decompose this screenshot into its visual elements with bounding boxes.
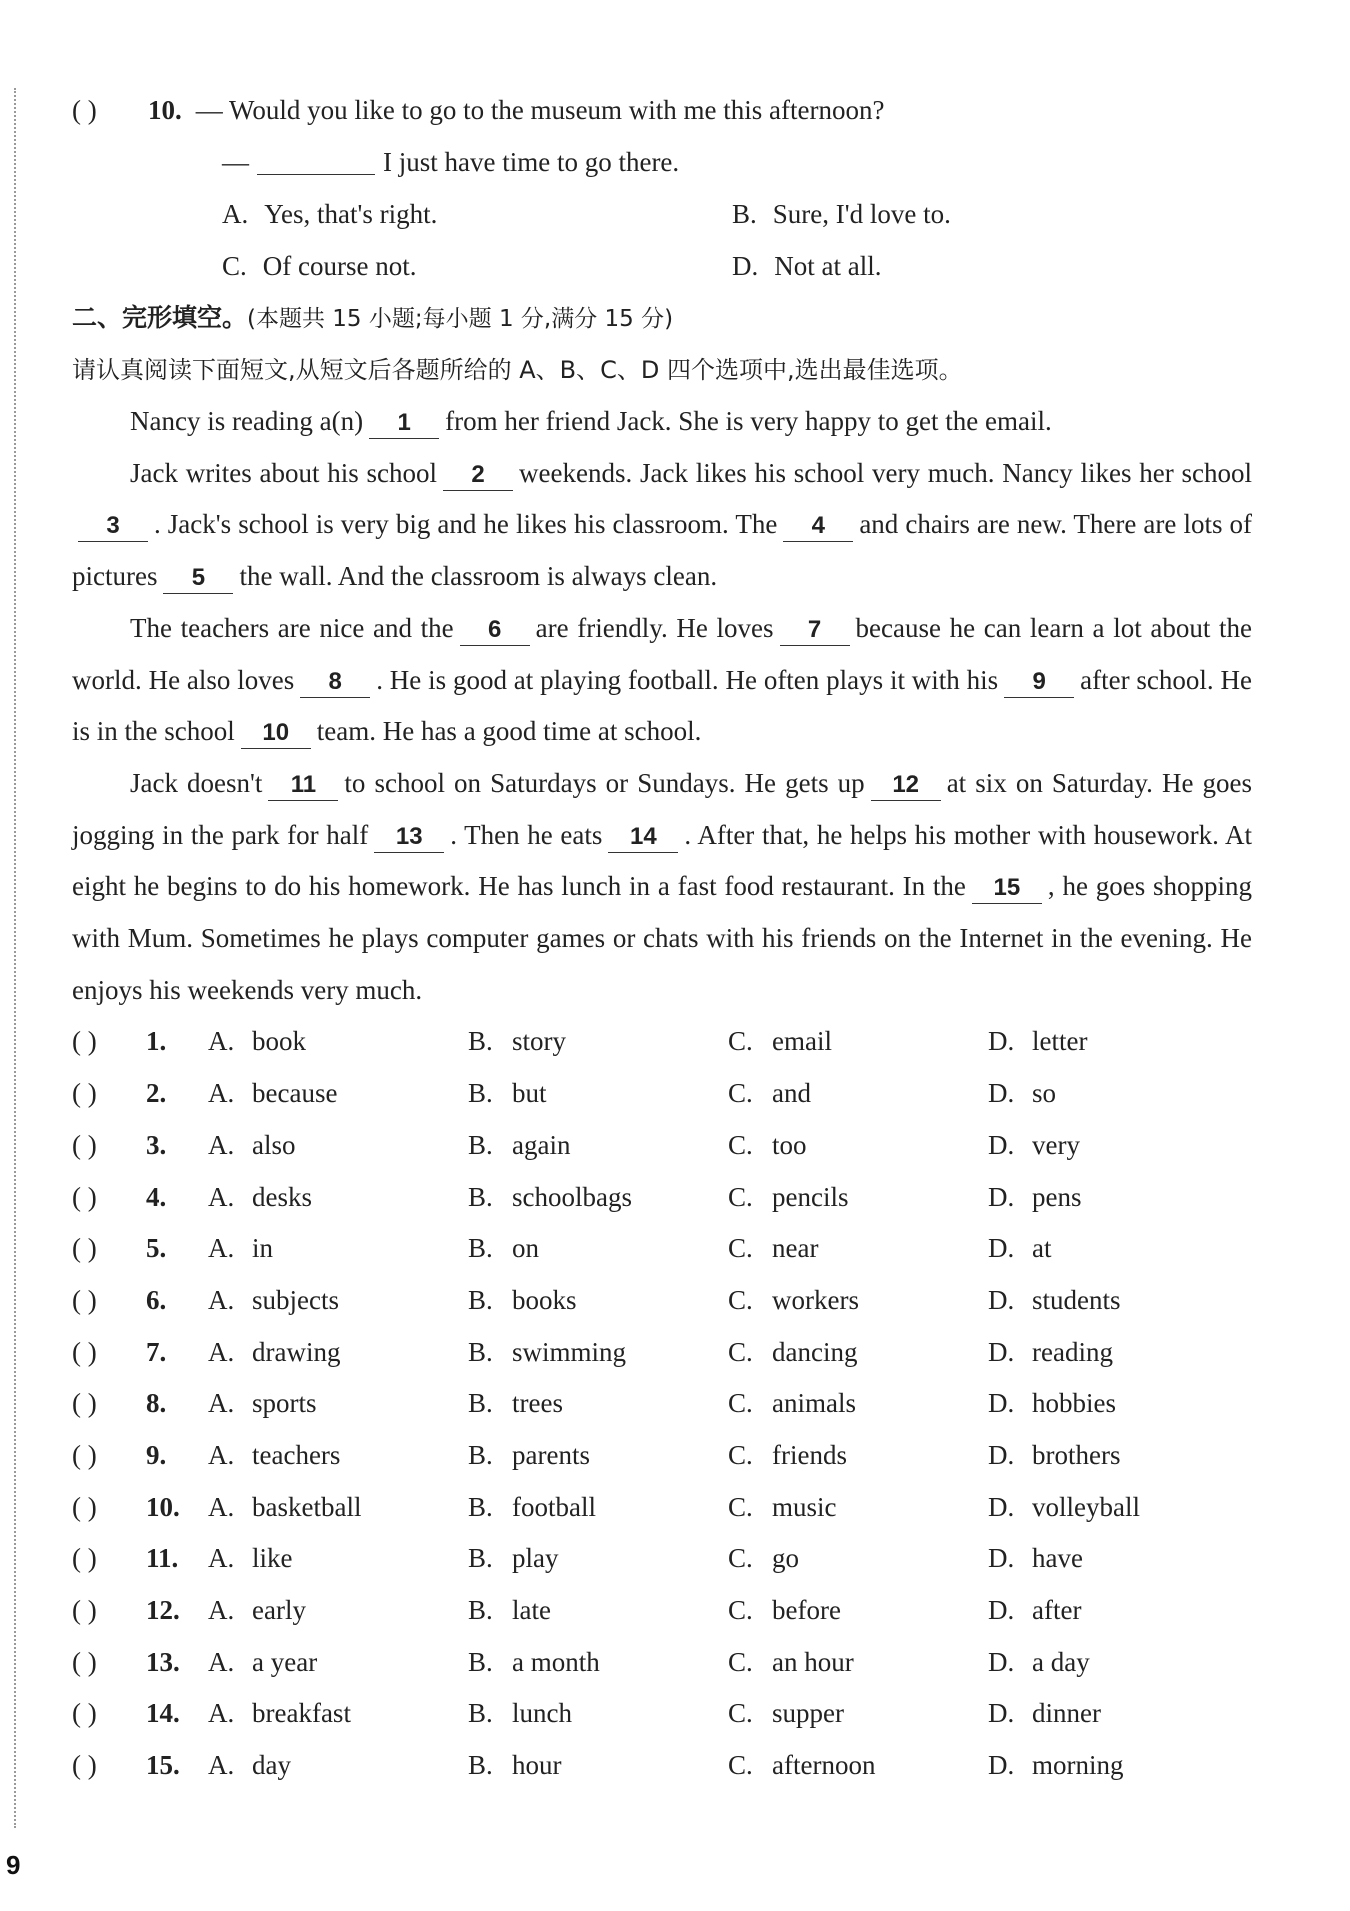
option-b[interactable]: B. swimming [468, 1336, 627, 1367]
option-a[interactable]: A. teachers [208, 1439, 341, 1470]
cloze-question-row [72, 1016, 1252, 1068]
option-d[interactable]: D. a day [988, 1646, 1090, 1677]
q10-option-d[interactable]: D. Not at all. [732, 251, 882, 281]
option-b[interactable]: B. parents [468, 1439, 590, 1470]
q10-option-b[interactable]: B. Sure, I'd love to. [732, 199, 951, 229]
answer-paren[interactable]: ( ) [72, 1750, 97, 1781]
response-text: I just have time to go there. [383, 147, 680, 177]
option-d[interactable]: D. have [988, 1543, 1083, 1574]
q10-options-row-2 [72, 240, 1252, 292]
answer-paren[interactable]: ( ) [72, 1181, 97, 1212]
option-b[interactable]: B. football [468, 1491, 596, 1522]
option-a[interactable]: A. sports [208, 1388, 317, 1419]
answer-paren[interactable]: ( ) [72, 1388, 97, 1419]
option-a[interactable]: A. like [208, 1543, 293, 1574]
option-a[interactable]: A. basketball [208, 1491, 362, 1522]
answer-paren[interactable]: ( ) [72, 1129, 97, 1160]
passage-paragraph-2: Jack writes about his school 2 weekends. Jack likes his school very much. Nancy likes her school3 . Jack's school is very big and he likes his classroom. The 4 and chairs are new. There are lots of pictures 5 the wall. And the classroom is always clean. [72, 448, 1252, 603]
cloze-blank-5[interactable]: 5 [163, 563, 233, 594]
option-b[interactable]: B. books [468, 1284, 577, 1315]
answer-paren[interactable]: ( ) [72, 1233, 97, 1264]
answer-paren[interactable]: ( ) [72, 1491, 97, 1522]
option-c[interactable]: C. go [728, 1543, 799, 1574]
cloze-blank-10[interactable]: 10 [241, 718, 311, 749]
cloze-blank-4[interactable]: 4 [783, 511, 853, 542]
option-d[interactable]: D. letter [988, 1026, 1088, 1057]
option-d[interactable]: D. so [988, 1078, 1057, 1109]
q10-option-a[interactable]: A. Yes, that's right. [222, 199, 438, 229]
option-a[interactable]: A. because [208, 1078, 338, 1109]
cloze-question-row [72, 1740, 1252, 1792]
option-c[interactable]: C. workers [728, 1284, 859, 1315]
cloze-blank-3[interactable]: 3 [78, 511, 148, 542]
option-a[interactable]: A. day [208, 1750, 291, 1781]
option-d[interactable]: D. after [988, 1595, 1082, 1625]
option-a[interactable]: A. a year [208, 1646, 318, 1677]
option-b[interactable]: B. trees [468, 1388, 563, 1419]
option-b[interactable]: B. story [468, 1026, 566, 1057]
option-c[interactable]: C. afternoon [728, 1750, 876, 1781]
q10-option-c[interactable]: C. Of course not. [222, 251, 417, 281]
q10-response [72, 136, 1252, 188]
answer-paren[interactable]: ( ) [72, 1284, 97, 1315]
answer-paren[interactable]: ( ) [72, 1336, 97, 1367]
option-b[interactable]: B. late [468, 1595, 551, 1625]
question-number: 15. [146, 1750, 180, 1781]
cloze-question-row [72, 1172, 1252, 1224]
option-c[interactable]: C. friends [728, 1439, 847, 1470]
answer-paren[interactable]: ( ) [72, 1543, 97, 1574]
option-b[interactable]: B. play [468, 1543, 559, 1574]
option-b[interactable]: B. lunch [468, 1698, 572, 1729]
answer-paren[interactable]: ( ) [72, 1646, 97, 1677]
question-number: 6. [146, 1284, 167, 1315]
answer-paren[interactable]: ( ) [72, 1595, 97, 1625]
passage-paragraph-3: The teachers are nice and the 6 are friendly. He loves 7 because he can learn a lot about the world. He also loves 8 . He is good at playing football. He often plays it with his 9 after school. He is in the school 10 team. He has a good time at school. [72, 603, 1252, 758]
cloze-blank-14[interactable]: 14 [608, 822, 678, 853]
answer-paren[interactable]: ( ) [72, 1698, 97, 1729]
cloze-question-row [72, 1275, 1252, 1327]
option-d[interactable]: D. at [988, 1233, 1052, 1264]
question-number: 5. [146, 1233, 167, 1264]
option-a[interactable]: A. breakfast [208, 1698, 351, 1729]
cloze-question-row [72, 1482, 1252, 1534]
cloze-blank-8[interactable]: 8 [300, 667, 370, 698]
option-d[interactable]: D. pens [988, 1181, 1082, 1212]
answer-paren[interactable]: ( ) [72, 1026, 97, 1057]
q10-options-row-1 [72, 188, 1252, 240]
answer-paren[interactable]: ( ) [72, 95, 97, 125]
option-c[interactable]: C. music [728, 1491, 837, 1522]
option-b[interactable]: B. again [468, 1129, 571, 1160]
option-a[interactable]: A. book [208, 1026, 306, 1057]
cloze-question-row [72, 1378, 1252, 1430]
section-instruction: 请认真阅读下面短文,从短文后各题所给的 A、B、C、D 四个选项中,选出最佳选项。 [72, 356, 963, 384]
cloze-question-row [72, 1533, 1252, 1585]
option-d[interactable]: D. reading [988, 1336, 1113, 1367]
option-a[interactable]: A. also [208, 1129, 296, 1160]
dash: — [222, 147, 249, 177]
question-number: 3. [146, 1129, 167, 1160]
option-c[interactable]: C. supper [728, 1698, 844, 1729]
question-text: — Would you like to go to the museum with me this afternoon? [195, 95, 885, 125]
option-c[interactable]: C. animals [728, 1388, 856, 1419]
passage-paragraph-4: Jack doesn't 11 to school on Saturdays or Sundays. He gets up 12 at six on Saturday. He goes jogging in the park for half 13 . Then he eats 14 . After that, he helps his mother with housework. At eight he begins to do his homework. He has lunch in a fast food restaurant. In the 15 , he goes shopping with Mum. Sometimes he plays computer games or chats with his friends on the Internet in the evening. He enjoys his weekends very much. [72, 767, 1253, 1005]
question-number: 1. [146, 1026, 167, 1057]
question-number: 9. [146, 1439, 167, 1470]
cloze-blank-6[interactable]: 6 [460, 615, 530, 646]
option-c[interactable]: C. too [728, 1129, 807, 1160]
cloze-blank-2[interactable]: 2 [443, 460, 513, 491]
option-d[interactable]: D. students [988, 1284, 1121, 1315]
cloze-question-row [72, 1068, 1252, 1120]
question-number: 10. [146, 1491, 180, 1522]
cloze-blank-13[interactable]: 13 [374, 822, 444, 853]
cloze-question-row [72, 1637, 1252, 1689]
option-b[interactable]: B. on [468, 1233, 539, 1264]
option-d[interactable]: D. brothers [988, 1439, 1121, 1470]
question-number: 12. [146, 1595, 180, 1625]
cloze-question-row [72, 1430, 1252, 1482]
cloze-question-row [72, 1223, 1252, 1275]
page-content [72, 84, 1252, 1792]
option-c[interactable]: C. pencils [728, 1181, 849, 1212]
cloze-question-row [72, 1120, 1252, 1172]
option-a[interactable]: A. subjects [208, 1284, 339, 1315]
answer-paren[interactable]: ( ) [72, 1439, 97, 1470]
option-a[interactable]: A. desks [208, 1181, 312, 1212]
option-b[interactable]: B. a month [468, 1646, 600, 1677]
cloze-blank-9[interactable]: 9 [1004, 667, 1074, 698]
section-heading: 二、完形填空。 [72, 303, 248, 332]
option-c[interactable]: C. dancing [728, 1336, 858, 1367]
option-d[interactable]: D. very [988, 1129, 1080, 1160]
cloze-blank-12[interactable]: 12 [871, 770, 941, 801]
option-d[interactable]: D. dinner [988, 1698, 1101, 1729]
question-number: 7. [146, 1336, 167, 1367]
question-number: 14. [146, 1698, 180, 1729]
option-a[interactable]: A. in [208, 1233, 274, 1264]
passage-paragraph-1: Nancy is reading a(n) 1 from her friend Jack. She is very happy to get the email. [72, 396, 1252, 448]
option-d[interactable]: D. volleyball [988, 1491, 1140, 1522]
option-c[interactable]: C. before [728, 1595, 841, 1625]
cloze-question-row [72, 1688, 1252, 1740]
option-c[interactable]: C. and [728, 1078, 811, 1109]
cloze-blank-15[interactable]: 15 [972, 873, 1042, 904]
option-d[interactable]: D. hobbies [988, 1388, 1116, 1419]
option-a[interactable]: A. drawing [208, 1336, 341, 1367]
option-b[interactable]: B. but [468, 1078, 547, 1109]
question-number: 4. [146, 1181, 167, 1212]
cloze-blank-1[interactable]: 1 [369, 408, 439, 439]
option-b[interactable]: B. hour [468, 1750, 562, 1781]
question-number: 13. [146, 1646, 180, 1677]
section-score-note: (本题共 15 小题;每小题 1 分,满分 15 分) [247, 306, 674, 332]
option-c[interactable]: C. near [728, 1233, 819, 1264]
q10-question [72, 84, 1252, 136]
option-c[interactable]: C. email [728, 1026, 832, 1057]
cloze-question-row [72, 1585, 1252, 1637]
cloze-blank-11[interactable]: 11 [268, 770, 338, 801]
question-number: 2. [146, 1078, 167, 1109]
option-a[interactable]: A. early [208, 1595, 306, 1625]
question-number: 10. [148, 95, 182, 125]
answer-blank[interactable] [257, 144, 375, 175]
cloze-blank-7[interactable]: 7 [780, 615, 850, 646]
answer-paren[interactable]: ( ) [72, 1078, 97, 1109]
section-title [72, 292, 1252, 344]
question-number: 11. [146, 1543, 179, 1574]
cloze-question-row [72, 1327, 1252, 1379]
cloze-question-list [72, 1016, 1252, 1791]
binding-margin-dotted-line [14, 88, 16, 1828]
question-number: 8. [146, 1388, 167, 1419]
option-d[interactable]: D. morning [988, 1750, 1124, 1781]
option-c[interactable]: C. an hour [728, 1646, 854, 1677]
option-b[interactable]: B. schoolbags [468, 1181, 632, 1212]
page-number: 9 [6, 1850, 21, 1880]
